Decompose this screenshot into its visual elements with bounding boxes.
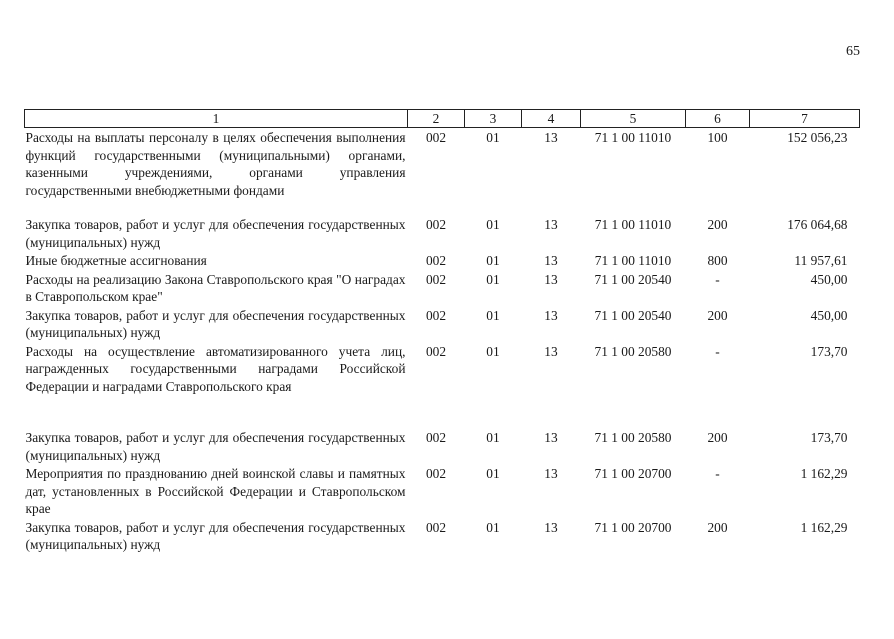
cell-amount: 450,00: [810, 271, 848, 287]
cell-ministry-code: 002: [425, 519, 447, 535]
cell-ministry-code: 002: [425, 271, 447, 287]
cell-expense-type: 100: [707, 130, 728, 145]
cell-target-code: 71 1 00 11010: [594, 130, 672, 145]
cell-section-code: 01: [486, 271, 500, 287]
cell-subsection-code: 13: [544, 253, 558, 268]
cell-expense-type: 200: [707, 307, 728, 323]
cell-target-code: 71 1 00 11010: [594, 217, 672, 232]
budget-table: [24, 109, 860, 555]
cell-amount: 450,00: [810, 307, 848, 323]
cell-amount: 11 957,61: [794, 253, 848, 268]
cell-subsection-code: 13: [544, 466, 558, 481]
row-description: Закупка товаров, работ и услуг для обеспечения государственных (муниципальных) нужд: [25, 217, 406, 250]
cell-section-code: 01: [486, 343, 500, 359]
cell-target-code: 71 1 00 20700: [594, 519, 672, 535]
row-description: Иные бюджетные ассигнования: [25, 253, 207, 268]
cell-target-code: 71 1 00 20540: [594, 271, 672, 287]
row-description: Закупка товаров, работ и услуг для обеспечения государственных (муниципальных) нужд: [25, 307, 406, 340]
table-row: [25, 216, 860, 252]
row-description: Мероприятия по празднованию дней воинской славы и памятных дат, установленных в Российской Федерации и Ставропольском крае: [25, 466, 406, 516]
cell-ministry-code: 002: [425, 343, 447, 359]
cell-section-code: 01: [486, 253, 500, 268]
cell-amount: 173,70: [810, 343, 848, 359]
cell-expense-type: 200: [707, 519, 728, 535]
table-row: [25, 307, 860, 343]
row-description: Закупка товаров, работ и услуг для обеспечения государственных (муниципальных) нужд: [25, 519, 406, 552]
row-description: Закупка товаров, работ и услуг для обеспечения государственных (муниципальных) нужд: [25, 430, 406, 463]
cell-expense-type: 200: [707, 217, 728, 232]
row-description: Расходы на реализацию Закона Ставропольского края "О наградах в Ставропольском крае": [25, 271, 406, 304]
cell-subsection-code: 13: [544, 130, 558, 145]
row-description: Расходы на осуществление автоматизированного учета лиц, награжденных государственными наградами Российской Федерации и наградами Ставропольского края: [25, 343, 406, 394]
cell-section-code: 01: [486, 217, 500, 232]
cell-section-code: 01: [486, 130, 500, 145]
cell-subsection-code: 13: [544, 217, 558, 232]
column-header-5: 5: [581, 110, 686, 128]
table-row: [25, 252, 860, 271]
cell-ministry-code: 002: [425, 253, 447, 268]
cell-expense-type: 800: [707, 253, 728, 268]
cell-subsection-code: 13: [544, 343, 558, 359]
cell-amount: 1 162,29: [800, 519, 848, 535]
cell-target-code: 71 1 00 20700: [594, 466, 672, 481]
column-header-6: 6: [686, 110, 750, 128]
cell-ministry-code: 002: [425, 430, 447, 445]
cell-expense-type: 200: [707, 430, 728, 445]
cell-ministry-code: 002: [425, 130, 447, 145]
table-row: [25, 465, 860, 519]
cell-target-code: 71 1 00 20540: [594, 307, 672, 323]
cell-section-code: 01: [486, 307, 500, 323]
cell-target-code: 71 1 00 20580: [594, 343, 672, 359]
column-header-1: 1: [25, 110, 408, 128]
cell-section-code: 01: [486, 519, 500, 535]
cell-amount: 176 064,68: [787, 217, 848, 232]
cell-expense-type: -: [715, 271, 720, 287]
cell-amount: 173,70: [810, 430, 848, 445]
table-row: [25, 271, 860, 307]
column-header-3: 3: [465, 110, 522, 128]
table-row: [25, 343, 860, 430]
cell-subsection-code: 13: [544, 271, 558, 287]
column-header-2: 2: [408, 110, 465, 128]
cell-subsection-code: 13: [544, 307, 558, 323]
column-header-4: 4: [522, 110, 581, 128]
cell-expense-type: -: [715, 466, 720, 481]
cell-section-code: 01: [486, 466, 500, 481]
cell-ministry-code: 002: [425, 307, 447, 323]
cell-ministry-code: 002: [425, 466, 447, 481]
cell-amount: 152 056,23: [787, 130, 848, 145]
cell-subsection-code: 13: [544, 519, 558, 535]
cell-target-code: 71 1 00 11010: [594, 253, 672, 268]
table-row: [25, 519, 860, 555]
table-row: [25, 429, 860, 465]
table-row: [25, 128, 860, 217]
cell-target-code: 71 1 00 20580: [594, 430, 672, 445]
cell-amount: 1 162,29: [800, 466, 848, 481]
cell-ministry-code: 002: [425, 217, 447, 232]
column-header-7: 7: [750, 110, 860, 128]
row-description: Расходы на выплаты персоналу в целях обеспечения выполнения функций государственными (муниципальными) органами, казенными учреждениями, органами управления государственными внебюджетными фондами: [25, 130, 406, 198]
cell-subsection-code: 13: [544, 430, 558, 445]
cell-expense-type: -: [715, 343, 720, 359]
header-row: [25, 110, 860, 128]
page-number: 65: [846, 44, 860, 59]
cell-section-code: 01: [486, 430, 500, 445]
